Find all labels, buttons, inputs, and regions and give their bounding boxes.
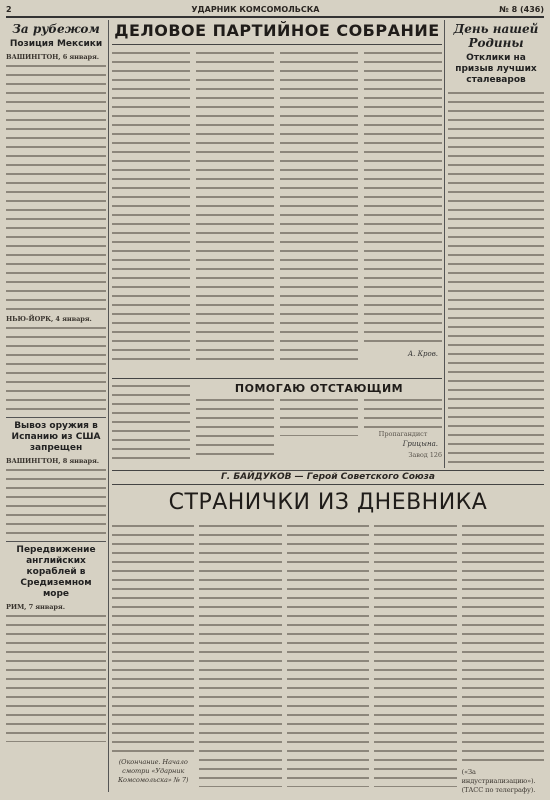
diary-column	[462, 522, 544, 792]
dateline-rome: РИМ, 7 января.	[6, 603, 65, 611]
headline-party-meeting: ДЕЛОВОЕ ПАРТИЙНОЕ СОБРАНИЕ	[112, 20, 442, 45]
party-meeting-article	[112, 20, 442, 375]
issue-number: № 8 (436)	[499, 4, 544, 14]
text-column	[280, 49, 358, 367]
text-column	[112, 522, 194, 758]
divider	[6, 417, 106, 418]
article-title-mexico: Позиция Мексики	[9, 39, 103, 49]
meeting-text-columns	[112, 49, 442, 367]
helping-article	[112, 378, 442, 467]
article-body	[448, 89, 544, 466]
column-rule	[108, 20, 109, 792]
section-abroad: За рубежом	[12, 22, 100, 36]
author-signature: А. Кров.	[407, 350, 438, 358]
text-column-last	[364, 49, 442, 367]
divider	[6, 541, 106, 542]
text-column	[364, 396, 442, 430]
dateline-washington-2: ВАШИНГТОН, 8 января.	[6, 457, 100, 465]
dateline-newyork: НЬЮ-ЙОРК, 4 января.	[6, 315, 92, 323]
helping-body	[196, 382, 442, 462]
plant-name: Завод 126	[408, 451, 442, 459]
text-column	[112, 49, 190, 367]
section-homeland: День нашей Родины	[453, 22, 539, 50]
text-column	[199, 522, 281, 787]
article-body	[6, 466, 106, 538]
article-body	[6, 62, 106, 312]
text-column	[287, 522, 369, 787]
column-rule	[444, 20, 445, 468]
text-column	[112, 382, 190, 462]
left-column	[6, 20, 106, 794]
page-number: 2	[6, 4, 12, 14]
tass-credit: («За индустриализацию»). (ТАСС по телеграфу).	[461, 768, 536, 794]
text-column	[364, 49, 442, 349]
diary-text	[112, 522, 544, 792]
headline-diary: СТРАНИЧКИ ИЗ ДНЕВНИКА	[168, 490, 488, 515]
header-rule	[6, 16, 544, 18]
dateline-washington: ВАШИНГТОН, 6 января.	[6, 53, 100, 61]
author-banner: Г. БАЙДУКОВ — Герой Советского Союза	[112, 470, 544, 485]
newspaper-name: УДАРНИК КОМСОМОЛЬСКА	[191, 4, 320, 14]
propagandist-label: Пропагандист	[378, 430, 428, 438]
article-body	[6, 324, 106, 414]
diary-column	[112, 522, 194, 792]
text-column	[280, 396, 358, 436]
article-title-steelworkers: Отклики на призыв лучших сталеваров	[455, 53, 537, 85]
headline-helping: ПОМОГАЮ ОТСТАЮЩИМ	[234, 382, 404, 395]
right-column	[448, 20, 544, 466]
article-title-ships: Передвижение английских кораблей в Средиземном море	[16, 545, 96, 599]
author-signature: Грицына.	[402, 440, 438, 448]
article-body	[6, 612, 106, 742]
text-column	[196, 396, 274, 458]
page-header	[6, 2, 544, 16]
text-column	[374, 522, 456, 787]
article-title-spain: Вывоз оружия в Испанию из США запрещен	[11, 421, 101, 453]
continuation-note: (Окончание. Начало смотри «Ударник Комсомольска» № 7)	[117, 758, 189, 784]
text-column	[196, 49, 274, 367]
text-column	[462, 522, 544, 768]
